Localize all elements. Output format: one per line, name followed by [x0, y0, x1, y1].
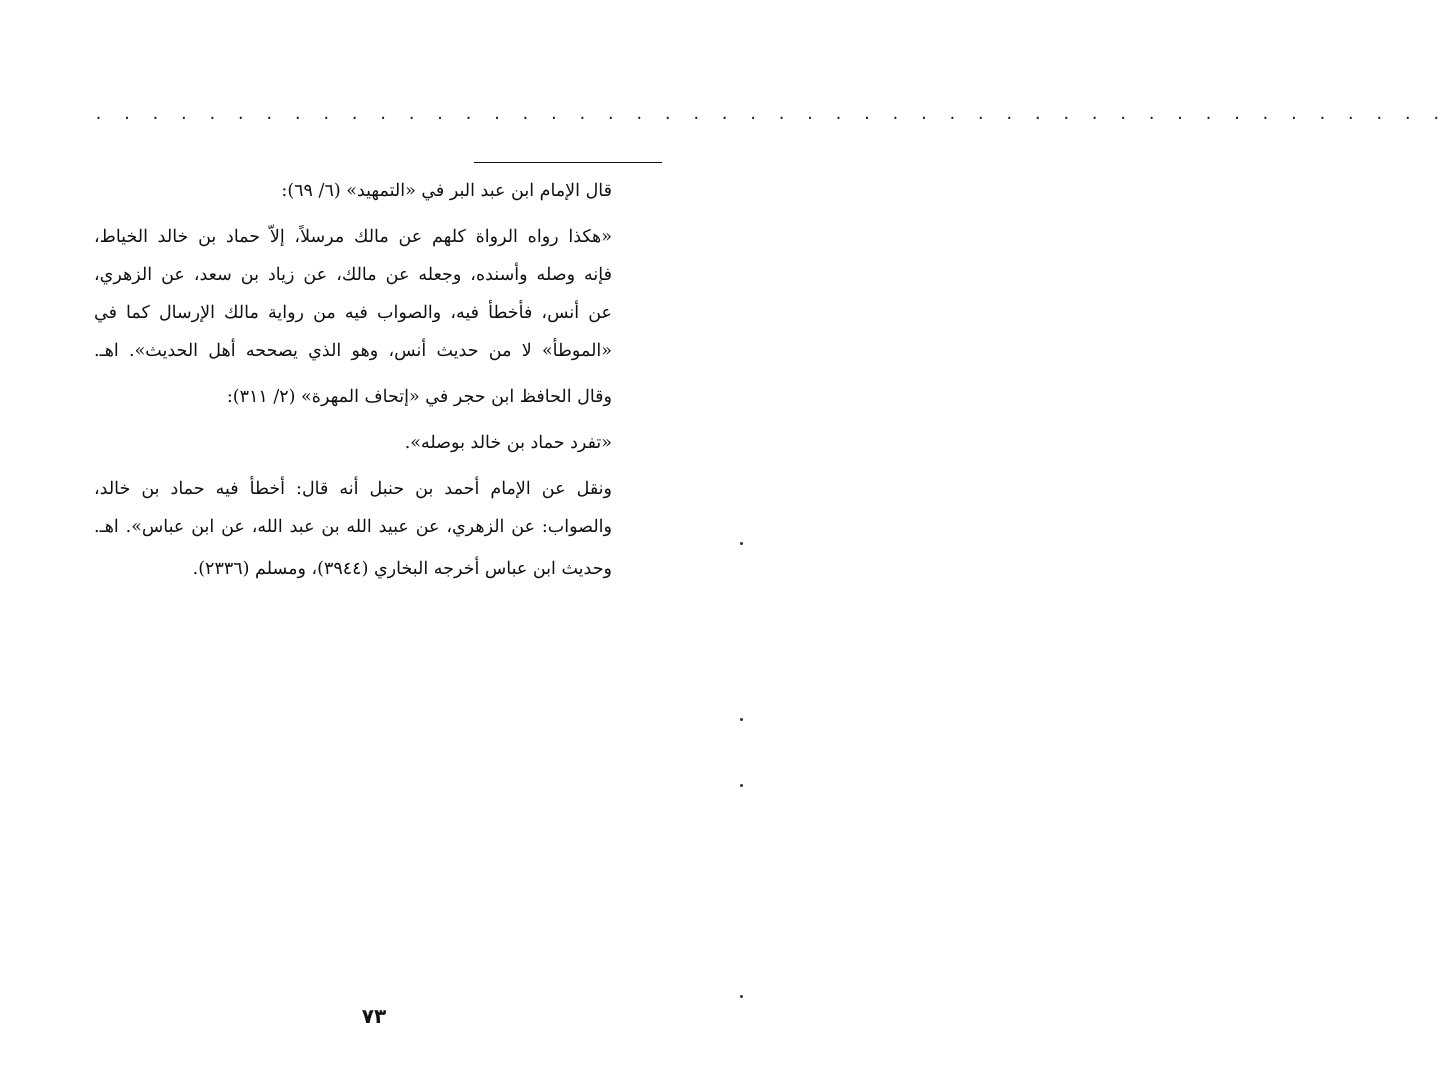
text-line-10: وحديث ابن عباس أخرجه البخاري (٣٩٤٤)، ومسلم (٢٣٣٦). [192, 559, 612, 579]
text-line-4: عن أنس، فأخطأ فيه، والصواب فيه من رواية مالك الإرسال كما في [94, 303, 612, 323]
text-line-5: «الموطأ» لا من حديث أنس، وهو الذي يصححه أهل الحديث». اهـ. [94, 341, 612, 361]
scan-edge-mark [740, 542, 743, 545]
text-line-2: «هكذا رواه الرواة كلهم عن مالك مرسلاً، إلاّ حماد بن خالد الخياط، [94, 227, 612, 247]
text-line-9: والصواب: عن الزهري، عن عبيد الله بن عبد الله، عن ابن عباس». اهـ. [94, 517, 612, 537]
text-line-1: قال الإمام ابن عبد البر في «التمهيد» (٦/ ٦٩): [281, 181, 612, 201]
text-line-8: ونقل عن الإمام أحمد بن حنبل أنه قال: أخطأ فيه حماد بن خالد، [94, 479, 612, 499]
scan-edge-mark [740, 784, 743, 787]
scan-edge-mark [740, 995, 743, 998]
footnote-rule [474, 162, 662, 163]
text-line-3: فإنه وصله وأسنده، وجعله عن مالك، عن زياد بن سعد، عن الزهري، [94, 265, 612, 285]
dotted-separator: . . . . . . . . . . . . . . . . . . . . . . . . . . . . . . . . . . . . . . . . . . . . . . . . [94, 105, 1446, 123]
page-number: ٧٣ [361, 1004, 387, 1028]
text-line-7: «تفرد حماد بن خالد بوصله». [404, 433, 612, 453]
text-line-6: وقال الحافظ ابن حجر في «إتحاف المهرة» (٢/ ٣١١): [226, 387, 612, 407]
scan-edge-mark [740, 718, 743, 721]
